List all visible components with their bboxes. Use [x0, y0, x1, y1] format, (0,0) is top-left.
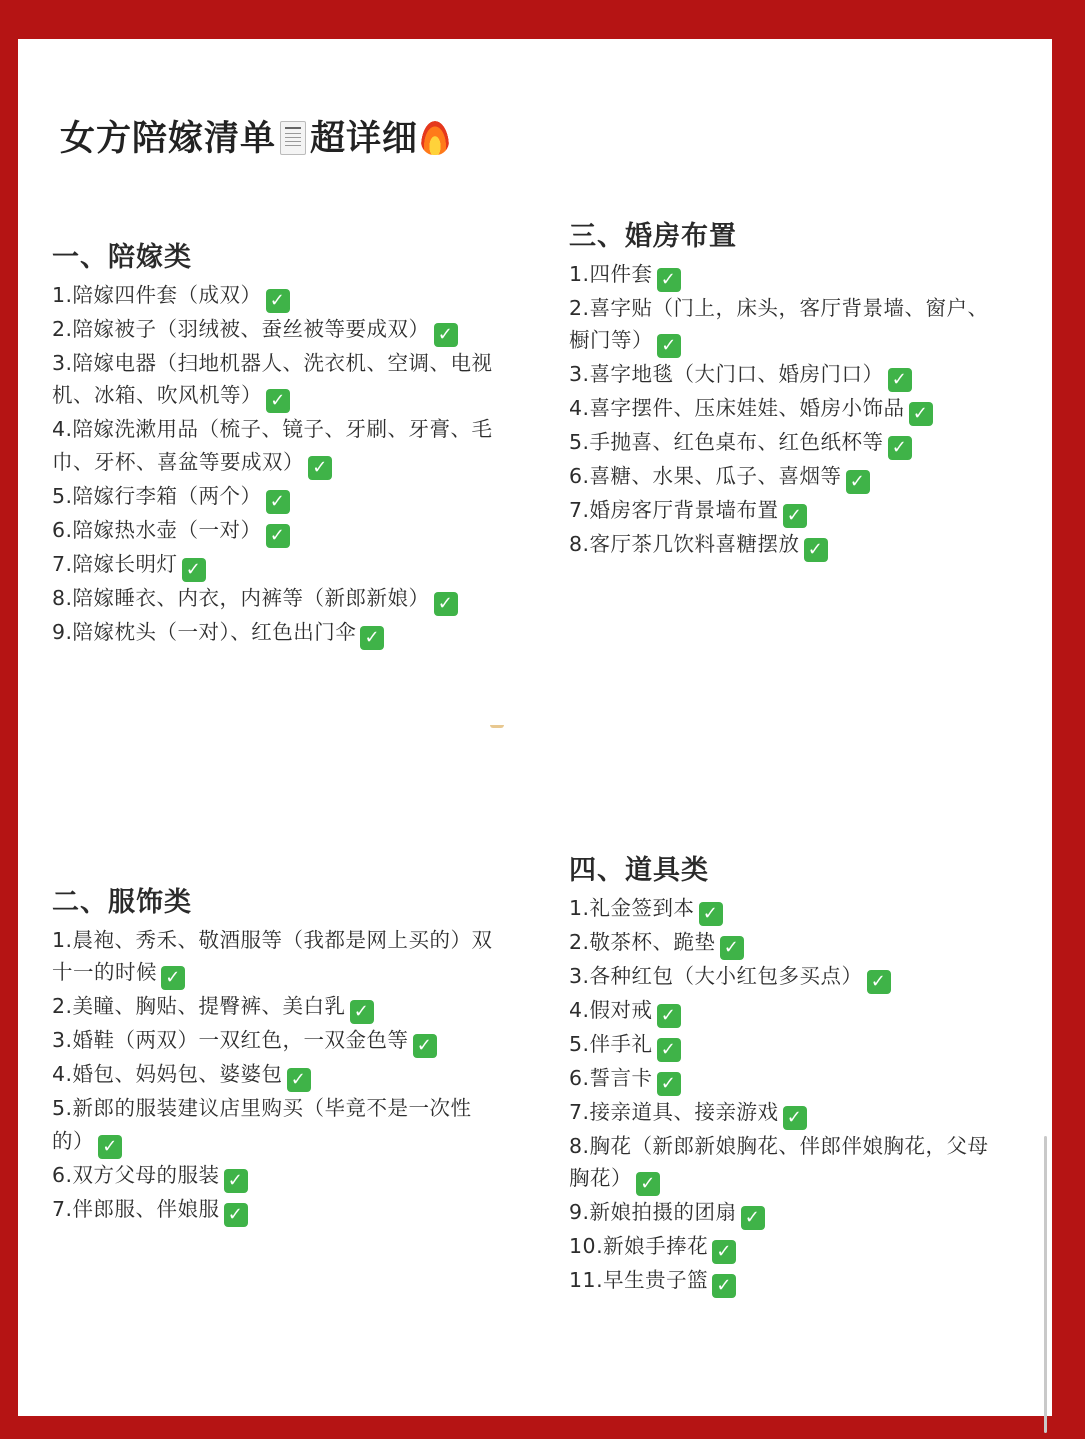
- item-list: [569, 258, 1009, 562]
- page-title: [60, 111, 449, 161]
- check-mark-button-icon: ✓: [266, 490, 290, 514]
- section-dowry: [52, 239, 502, 650]
- list-item: [569, 292, 1009, 358]
- list-item: [569, 494, 1009, 528]
- check-mark-button-icon: ✓: [636, 1172, 660, 1196]
- list-item: [52, 582, 502, 616]
- list-item-text: 4.陪嫁洗漱用品（梳子、镜子、牙刷、牙膏、毛巾、牙杯、喜盆等要成双）: [52, 417, 493, 474]
- section-heading: 四、道具类: [569, 855, 709, 886]
- check-mark-button-icon: ✓: [867, 970, 891, 994]
- check-mark-button-icon: ✓: [712, 1240, 736, 1264]
- list-item-text: 4.婚包、妈妈包、婆婆包: [52, 1062, 283, 1087]
- list-item-text: 6.誓言卡: [569, 1066, 653, 1090]
- list-item-text: 1.四件套: [569, 262, 653, 286]
- item-list: [52, 924, 502, 1227]
- list-item: [569, 1130, 1009, 1196]
- check-mark-button-icon: ✓: [182, 558, 206, 582]
- check-mark-button-icon: ✓: [434, 323, 458, 347]
- decorative-mark: [490, 725, 504, 728]
- list-item-text: 1.陪嫁四件套（成双）: [52, 283, 262, 307]
- list-item-text: 7.伴郎服、伴娘服: [52, 1196, 220, 1221]
- check-mark-button-icon: ✓: [712, 1274, 736, 1298]
- check-mark-button-icon: ✓: [846, 470, 870, 494]
- list-item-text: 2.喜字贴（门上，床头，客厅背景墙、窗户、橱门等）: [569, 296, 989, 353]
- check-mark-button-icon: ✓: [266, 524, 290, 548]
- list-item-text: 5.新郎的服装建议店里购买（毕竟不是一次性的）: [52, 1096, 472, 1153]
- section-heading: 二、服饰类: [52, 887, 192, 918]
- list-item: [569, 994, 1009, 1028]
- list-item-text: 7.婚房客厅背景墙布置: [569, 498, 779, 523]
- list-item-text: 7.陪嫁长明灯: [52, 551, 178, 576]
- list-item-text: 3.陪嫁电器（扫地机器人、洗衣机、空调、电视机、冰箱、吹风机等）: [52, 351, 493, 408]
- list-item-text: 1.晨袍、秀禾、敬酒服等（我都是网上买的）双十一的时候: [52, 928, 493, 985]
- scrollbar[interactable]: [1044, 1136, 1047, 1433]
- list-item: [569, 528, 1009, 562]
- list-item-text: 2.敬茶杯、跪垫: [569, 930, 716, 954]
- list-item: [52, 1024, 502, 1058]
- list-item-text: 6.喜糖、水果、瓜子、喜烟等: [569, 464, 842, 489]
- check-mark-button-icon: ✓: [657, 268, 681, 292]
- check-mark-button-icon: ✓: [804, 538, 828, 562]
- list-item-text: 6.双方父母的服装: [52, 1162, 220, 1187]
- section-heading: 三、婚房布置: [569, 221, 737, 252]
- list-item-text: 3.各种红包（大小红包多买点）: [569, 964, 863, 988]
- list-item-text: 6.陪嫁热水壶（一对）: [52, 517, 262, 542]
- check-mark-button-icon: ✓: [783, 1106, 807, 1130]
- check-mark-button-icon: ✓: [657, 1004, 681, 1028]
- item-list: [569, 892, 1009, 1298]
- list-item-text: 9.新娘拍摄的团扇: [569, 1200, 737, 1225]
- title-suffix: 超详细: [310, 119, 419, 159]
- list-item-text: 8.陪嫁睡衣、内衣，内裤等（新郎新娘）: [52, 585, 430, 610]
- list-item: [569, 892, 1009, 926]
- check-mark-button-icon: ✓: [741, 1206, 765, 1230]
- check-mark-button-icon: ✓: [308, 456, 332, 480]
- list-item: [569, 426, 1009, 460]
- check-mark-button-icon: ✓: [98, 1135, 122, 1159]
- list-item: [569, 960, 1009, 994]
- check-mark-button-icon: ✓: [266, 289, 290, 313]
- list-item-text: 5.手抛喜、红色桌布、红色纸杯等: [569, 430, 884, 455]
- check-mark-button-icon: ✓: [413, 1034, 437, 1058]
- list-item-text: 3.喜字地毯（大门口、婚房门口）: [569, 362, 884, 387]
- list-item: [569, 460, 1009, 494]
- list-item-text: 11.早生贵子篮: [569, 1268, 709, 1293]
- title-text: 女方陪嫁清单: [60, 119, 277, 159]
- list-item: [569, 258, 1009, 292]
- list-item-text: 4.假对戒: [569, 998, 653, 1022]
- list-item: [52, 990, 502, 1024]
- section-wedding-room: [569, 218, 1009, 562]
- list-item: [569, 1196, 1009, 1230]
- list-item-text: 8.客厅茶几饮料喜糖摆放: [569, 532, 800, 557]
- list-item-text: 10.新娘手捧花: [569, 1234, 709, 1259]
- list-item-text: 4.喜字摆件、压床娃娃、婚房小饰品: [569, 396, 905, 421]
- check-mark-button-icon: ✓: [657, 1072, 681, 1096]
- check-mark-button-icon: ✓: [350, 1000, 374, 1024]
- list-item: [569, 1096, 1009, 1130]
- list-item: [569, 1264, 1009, 1298]
- check-mark-button-icon: ✓: [266, 389, 290, 413]
- list-item: [52, 1159, 502, 1193]
- list-item: [52, 347, 502, 413]
- check-mark-button-icon: ✓: [909, 402, 933, 426]
- check-mark-button-icon: ✓: [224, 1169, 248, 1193]
- list-item: [52, 313, 502, 347]
- list-item: [52, 1058, 502, 1092]
- list-item: [52, 480, 502, 514]
- list-item-text: 3.婚鞋（两双）一双红色，一双金色等: [52, 1028, 409, 1053]
- receipt-icon: [280, 121, 306, 155]
- check-mark-button-icon: ✓: [657, 1038, 681, 1062]
- list-item: [569, 1028, 1009, 1062]
- section-apparel: [52, 884, 502, 1227]
- check-mark-button-icon: ✓: [720, 936, 744, 960]
- item-list: [52, 279, 502, 650]
- list-item: [52, 514, 502, 548]
- list-item: [52, 1092, 502, 1158]
- fire-icon: [421, 121, 449, 155]
- list-item: [52, 279, 502, 313]
- list-item-text: 1.礼金签到本: [569, 896, 695, 920]
- list-item: [569, 926, 1009, 960]
- check-mark-button-icon: ✓: [657, 334, 681, 358]
- list-item: [52, 1193, 502, 1227]
- check-mark-button-icon: ✓: [287, 1068, 311, 1092]
- check-mark-button-icon: ✓: [888, 368, 912, 392]
- check-mark-button-icon: ✓: [783, 504, 807, 528]
- check-mark-button-icon: ✓: [360, 626, 384, 650]
- list-item-text: 9.陪嫁枕头（一对）、红色出门伞: [52, 619, 357, 644]
- section-props: [569, 852, 1009, 1298]
- list-item-text: 5.伴手礼: [569, 1032, 653, 1056]
- list-item: [52, 548, 502, 582]
- list-item: [52, 924, 502, 990]
- list-item-text: 8.胸花（新郎新娘胸花、伴郎伴娘胸花，父母胸花）: [569, 1134, 989, 1191]
- list-item-text: 2.美瞳、胸贴、提臀裤、美白乳: [52, 994, 346, 1019]
- list-item: [569, 1230, 1009, 1264]
- list-item-text: 5.陪嫁行李箱（两个）: [52, 483, 262, 508]
- section-heading: 一、陪嫁类: [52, 242, 192, 273]
- list-item: [569, 1062, 1009, 1096]
- list-item: [52, 616, 502, 650]
- note-page: [18, 39, 1052, 1416]
- list-item: [569, 358, 1009, 392]
- list-item-text: 2.陪嫁被子（羽绒被、蚕丝被等要成双）: [52, 317, 430, 341]
- check-mark-button-icon: ✓: [224, 1203, 248, 1227]
- check-mark-button-icon: ✓: [434, 592, 458, 616]
- list-item-text: 7.接亲道具、接亲游戏: [569, 1100, 779, 1124]
- check-mark-button-icon: ✓: [699, 902, 723, 926]
- check-mark-button-icon: ✓: [161, 966, 185, 990]
- check-mark-button-icon: ✓: [888, 436, 912, 460]
- list-item: [52, 413, 502, 479]
- list-item: [569, 392, 1009, 426]
